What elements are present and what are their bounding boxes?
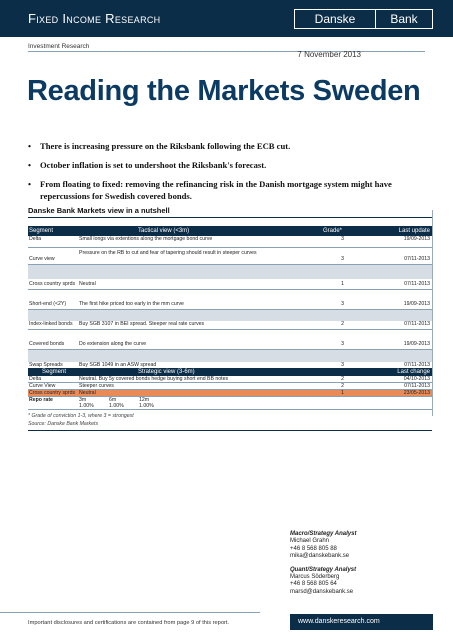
row-view: Neutral	[79, 390, 96, 396]
logo-text-bank: Bank	[390, 12, 418, 26]
table-row	[28, 341, 432, 350]
row-segment: Delta	[29, 236, 42, 242]
analyst-email[interactable]: marsd@danskebank.se	[290, 588, 354, 595]
repo-value-3m: 1.00%	[79, 403, 94, 409]
col-grade: Grade*	[322, 228, 342, 234]
bullet-item: • From floating to fixed: removing the refinancing risk in the Danish mortgage system might have repercussions for Swedish covered bonds.	[28, 178, 428, 202]
row-grade: 2	[341, 383, 344, 389]
row-date: 07/11-2013	[404, 256, 430, 262]
row-view: Buy SGB 3107 in BEI spread. Steeper real rate curves	[79, 321, 205, 327]
row-date: 07/11-2013	[404, 281, 430, 287]
table-row	[28, 279, 432, 290]
page-title: Reading the Markets Sweden	[27, 75, 421, 107]
row-date: 07/11-2013	[404, 321, 430, 327]
col-grade-empty	[280, 368, 352, 376]
row-segment: Delta	[29, 376, 42, 382]
row-view: Pressure on the RB to cut and fear of tapering should result in steeper curves	[79, 250, 257, 256]
col-last-update: Last update	[398, 228, 430, 234]
analyst-email[interactable]: mika@danskebank.se	[290, 553, 350, 560]
analyst-role: Quant/Strategy Analyst	[290, 566, 357, 573]
col-strategic: Strategic view (3-6m)	[138, 369, 195, 375]
disclaimer-text: Important disclosures and certifications are contained from page 9 of this report.	[28, 620, 230, 626]
row-view: Steeper curves	[79, 383, 114, 389]
subheader: Investment Research	[28, 43, 90, 50]
logo-text-danske: Danske	[295, 10, 376, 28]
row-view: Small longs via extentions along the mortgage bond curve	[79, 236, 213, 242]
bullet-item: • October inflation is set to undershoot the Riksbank's forecast.	[28, 159, 428, 171]
nutshell-table	[28, 206, 432, 431]
table-row	[28, 376, 432, 383]
row-date: 19/09-2013	[403, 301, 430, 307]
row-grade: 3	[341, 301, 344, 307]
row-date: 07/11-2013	[404, 362, 430, 368]
row-grade: 1	[341, 390, 344, 396]
row-view: Do extension along the curve	[79, 341, 147, 347]
repo-row-values	[28, 403, 432, 410]
row-grade: 3	[341, 256, 344, 262]
col-segment: Segment	[42, 369, 67, 375]
row-grade: 1	[341, 281, 344, 287]
row-spacer	[28, 330, 432, 341]
row-grade: 3	[341, 362, 344, 368]
row-spacer	[28, 350, 432, 362]
row-view: Neutral. Buy 5y covered bonds hedge buying short end BB notes	[79, 376, 229, 382]
analyst-phone: +46 8 568 805 64	[290, 581, 337, 588]
row-segment: Cross country sprds	[29, 281, 76, 287]
row-spacer	[28, 310, 432, 321]
nutshell-title: Danske Bank Markets view in a nutshell	[28, 206, 432, 218]
repo-empty	[28, 403, 78, 409]
danske-bank-logo	[294, 9, 433, 29]
row-grade: 2	[341, 376, 344, 382]
analyst-phone: +46 8 568 805 88	[290, 545, 337, 552]
table-header-strategic	[28, 368, 432, 376]
analyst-name: Michael Grahn	[290, 538, 330, 545]
footer-rule	[0, 612, 260, 613]
row-segment: Curve View	[29, 383, 56, 389]
row-segment: Covered bonds	[29, 341, 65, 347]
repo-value-6m: 1.00%	[109, 403, 124, 409]
row-grade: 3	[341, 236, 344, 242]
website-link[interactable]: www.danskeresearch.com	[290, 614, 433, 630]
row-segment: Index-linked bonds	[29, 321, 73, 327]
row-view: Buy SGB 1049 in an ASW spread	[79, 362, 157, 368]
repo-col-12m: 12m	[139, 397, 150, 403]
row-date: 19/09-2013	[403, 236, 430, 242]
source-note: Source: Danske Bank Markets	[28, 421, 99, 427]
col-segment: Segment	[29, 228, 54, 234]
analyst-contacts	[290, 531, 356, 596]
row-date: 07/11-2013	[404, 383, 430, 389]
bullet-item: • There is increasing pressure on the Riksbank following the ECB cut.	[28, 140, 428, 152]
col-tactical: Tactical view (<3m)	[138, 228, 190, 234]
row-date: 04/10-2013	[403, 376, 430, 382]
analyst-role: Macro/Strategy Analyst	[290, 531, 357, 537]
row-segment: Short-end (<2Y)	[29, 301, 67, 307]
top-banner	[0, 0, 453, 37]
report-date: 7 November 2013	[297, 50, 361, 59]
repo-value-12m: 1.00%	[139, 403, 154, 409]
vertical-divider	[432, 210, 433, 416]
table-row	[28, 301, 432, 310]
row-grade: 3	[341, 341, 344, 347]
analyst-name: Marcus Söderberg	[290, 574, 340, 581]
summary-bullets	[28, 140, 428, 209]
row-spacer	[28, 290, 432, 301]
repo-label: Repo rate	[29, 397, 53, 403]
grade-footnote: * Grade of conviction 1-3, where 3 = strongest	[28, 413, 134, 419]
row-view: Neutral	[79, 281, 96, 287]
table-bottom-rule	[28, 430, 432, 431]
row-date: 23/05-2013	[403, 390, 430, 396]
table-row	[28, 383, 432, 390]
row-segment: Curve view	[29, 256, 55, 262]
repo-empty	[178, 403, 432, 409]
table-row	[28, 248, 432, 265]
row-date: 19/09-2013	[403, 341, 430, 347]
repo-col-6m: 6m	[109, 397, 117, 403]
row-segment: Cross country sprds	[29, 390, 76, 396]
row-grade: 2	[341, 321, 344, 327]
table-header-tactical	[28, 226, 432, 236]
table-row-highlight	[28, 390, 432, 397]
table-row	[28, 236, 432, 248]
row-spacer	[28, 265, 432, 279]
section-header: Fixed Income Research	[28, 11, 161, 26]
col-last-change: Last change	[397, 369, 430, 375]
subheader-rule	[28, 51, 425, 52]
table-row	[28, 321, 432, 330]
row-view: The first hike priced too early in the mm curve	[79, 301, 184, 307]
repo-col-3m: 3m	[79, 397, 87, 403]
row-segment: Swap Spreads	[29, 362, 63, 368]
